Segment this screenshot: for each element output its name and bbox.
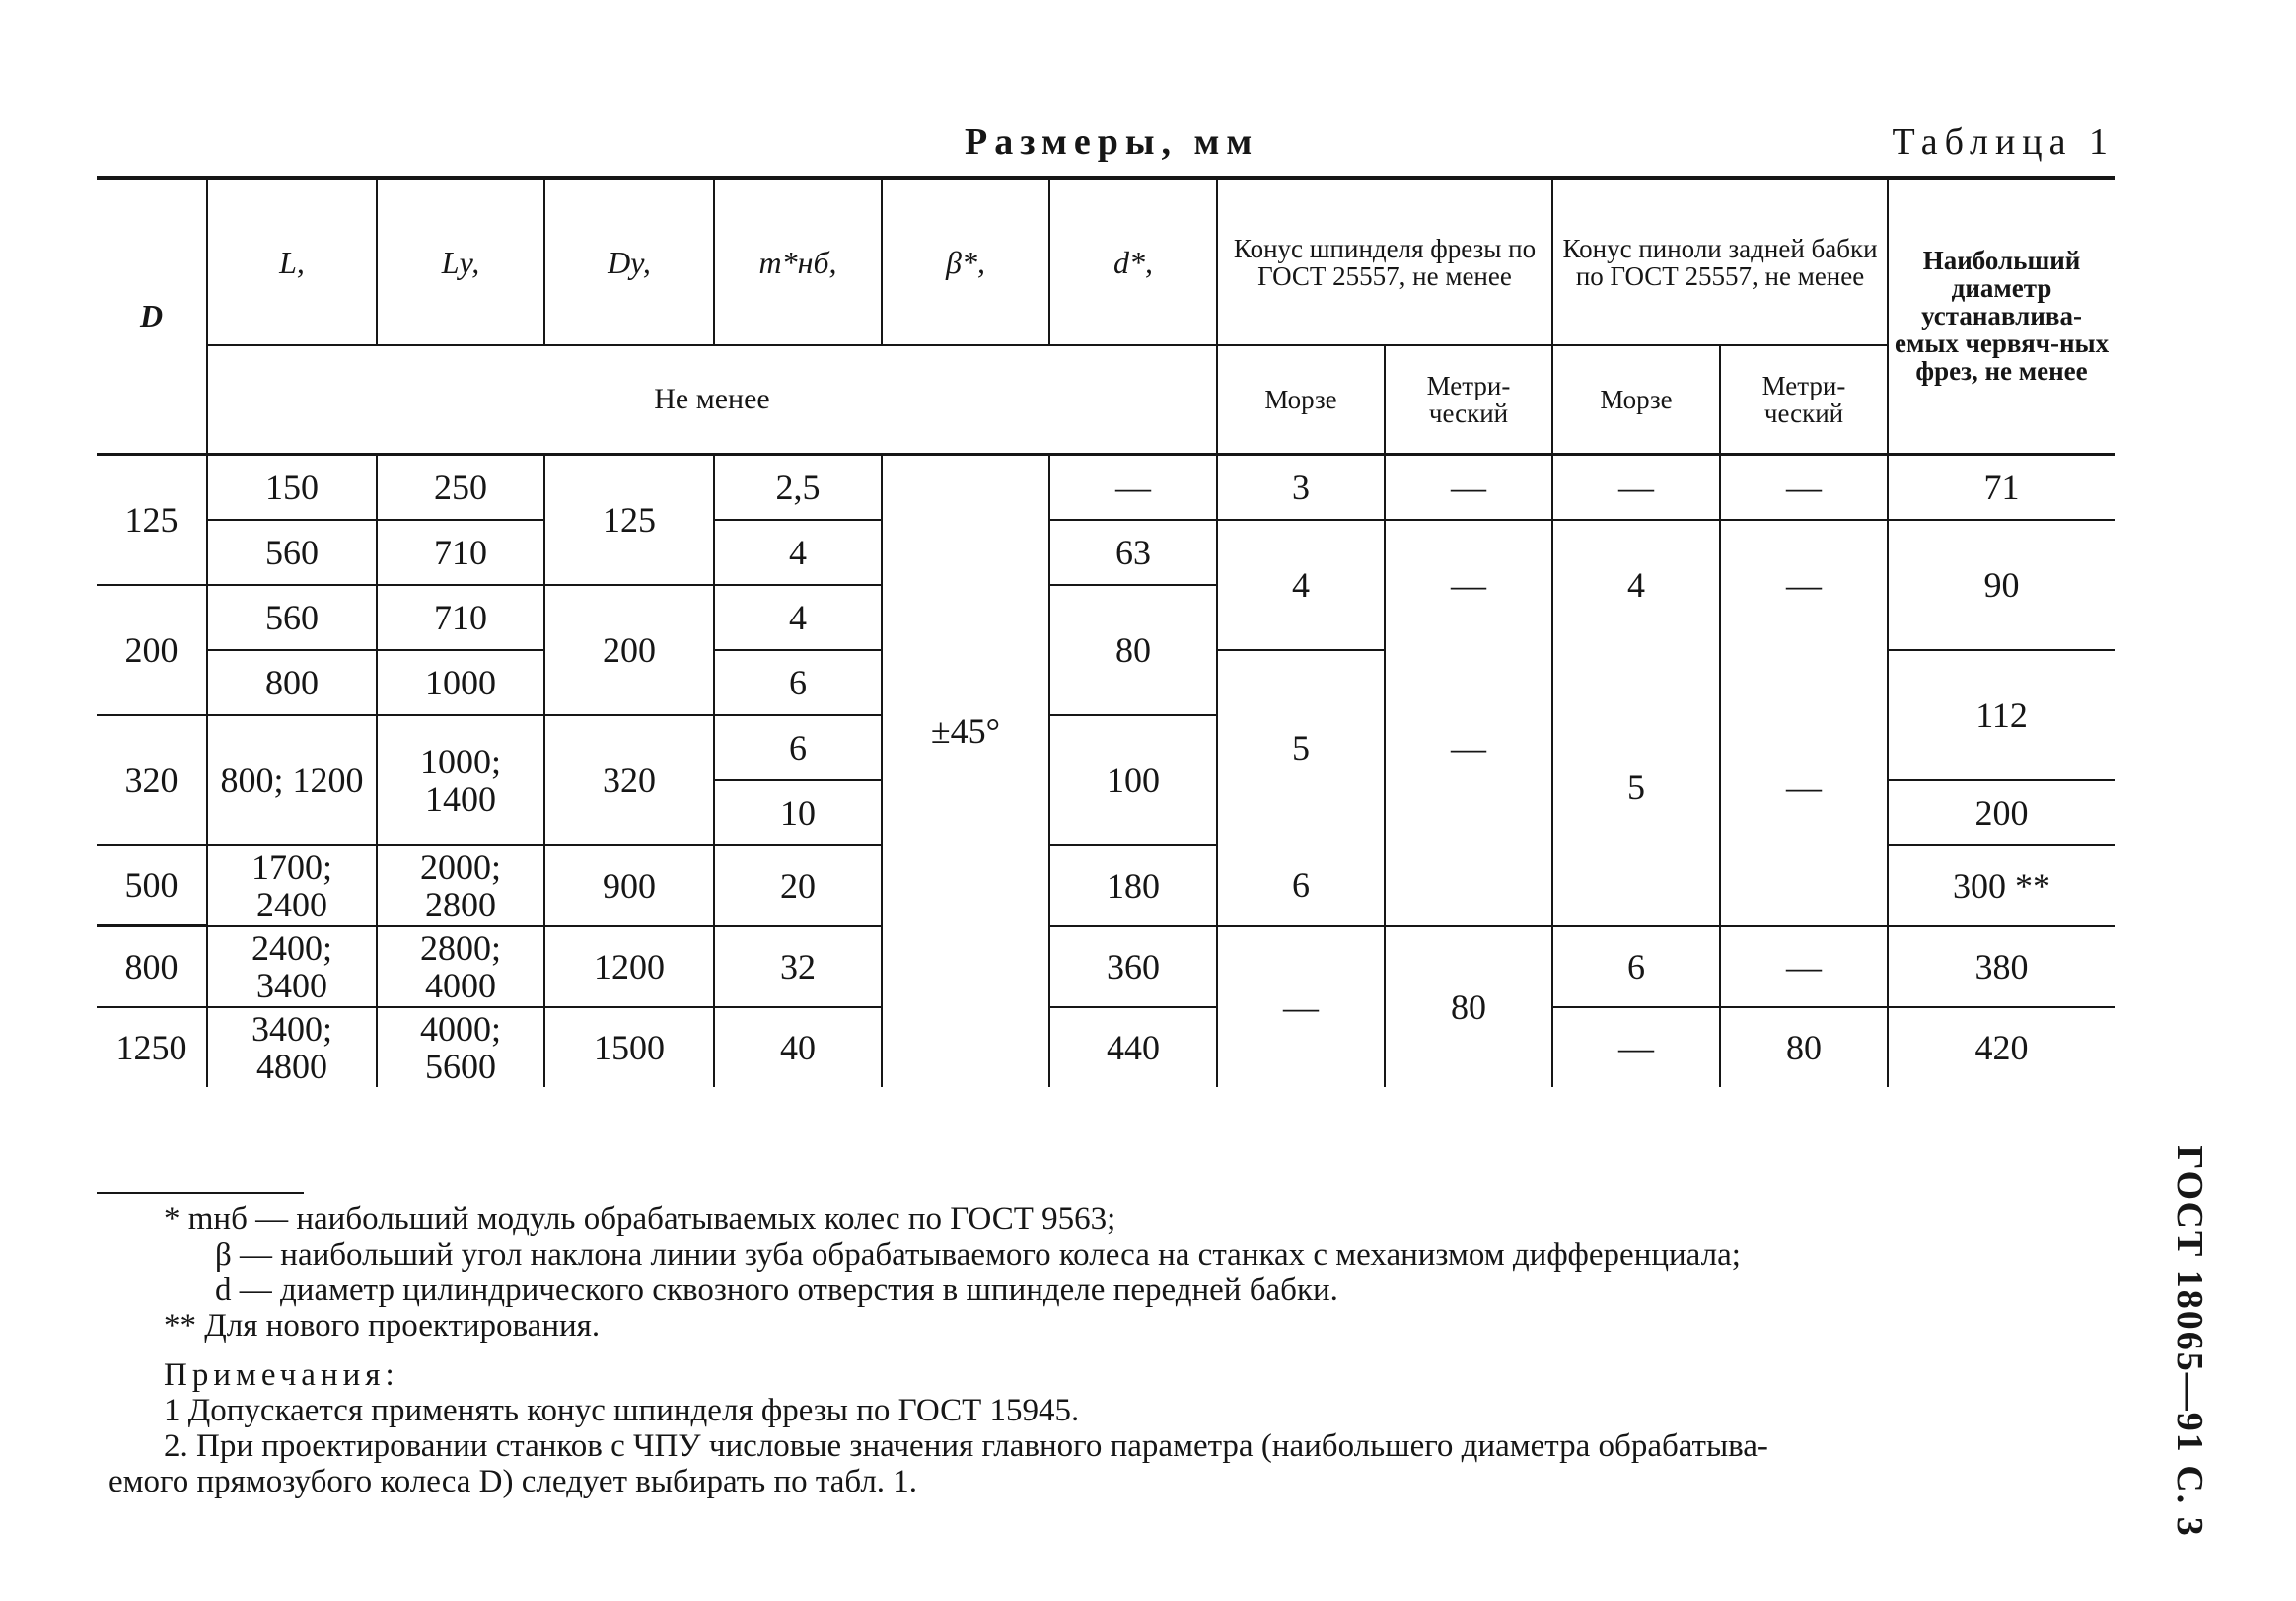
cell-tail-metric: — <box>1720 650 1888 926</box>
cell-tail-morse: — <box>1552 1007 1720 1087</box>
cell-ly: 1000; 1400 <box>377 715 544 845</box>
header-dsmall: d*, <box>1049 178 1217 345</box>
cell-m: 10 <box>714 780 882 845</box>
header-cone-spindle: Конус шпинделя фрезы по ГОСТ 25557, не менее <box>1217 178 1552 345</box>
cell-max-diameter: 380 <box>1888 926 2115 1007</box>
note-1: 1 Допускается применять конус шпинделя фрезы по ГОСТ 15945. <box>164 1393 1080 1428</box>
cell-d-800: 800 <box>97 926 207 1007</box>
cell-m: 4 <box>714 520 882 585</box>
cell-dy: 200 <box>544 585 714 715</box>
cell-tail-metric: 80 <box>1720 1007 1888 1087</box>
cell-ly: 2000; 2800 <box>377 845 544 926</box>
header-d: D <box>97 178 207 454</box>
header-ly: Lу, <box>377 178 544 345</box>
cell-m: 4 <box>714 585 882 650</box>
cell-l: 2400; 3400 <box>207 926 377 1007</box>
cell-spindle-morse: — <box>1217 926 1385 1087</box>
header-tail-morse: Морзе <box>1552 345 1720 454</box>
cell-dsmall: 100 <box>1049 715 1217 845</box>
note-2b: емого прямозубого колеса D) следует выбирать по табл. 1. <box>108 1464 918 1499</box>
cell-ly: 1000 <box>377 650 544 715</box>
cell-dsmall: 180 <box>1049 845 1217 926</box>
cell-dsmall: 440 <box>1049 1007 1217 1087</box>
cell-tail-metric: — <box>1720 454 1888 520</box>
header-beta: β*, <box>882 178 1049 345</box>
cell-l: 800 <box>207 650 377 715</box>
footnote-m: * mнб — наибольший модуль обрабатываемых колес по ГОСТ 9563; <box>164 1201 1116 1237</box>
cell-dy: 125 <box>544 454 714 585</box>
page-side-label <box>2170 1134 2209 1549</box>
header-max-diameter: Наибольший диаметр устанавлива-емых червяч-ных фрез, не менее <box>1888 178 2115 454</box>
standard-page-number: ГОСТ 18065—91 С. 3 <box>2169 1145 2210 1538</box>
cell-dsmall: — <box>1049 454 1217 520</box>
cell-m: 2,5 <box>714 454 882 520</box>
cell-m: 6 <box>714 715 882 780</box>
header-spindle-metric: Метри-ческий <box>1385 345 1552 454</box>
cell-ly: 710 <box>377 585 544 650</box>
footnote-d: d — диаметр цилиндрического сквозного отверстия в шпинделе передней бабки. <box>215 1273 1338 1308</box>
cell-dy: 1500 <box>544 1007 714 1087</box>
cell-m: 20 <box>714 845 882 926</box>
header-m: m*нб, <box>714 178 882 345</box>
cell-max-diameter: 420 <box>1888 1007 2115 1087</box>
dimensions-table <box>97 176 2115 1087</box>
cell-d-125: 125 <box>97 454 207 585</box>
cell-spindle-metric: — <box>1385 520 1552 650</box>
cell-spindle-metric: 80 <box>1385 926 1552 1087</box>
cell-l: 560 <box>207 585 377 650</box>
cell-l: 1700; 2400 <box>207 845 377 926</box>
cell-d-200: 200 <box>97 585 207 715</box>
cell-spindle-metric: — <box>1385 650 1552 845</box>
cell-tail-metric: — <box>1720 926 1888 1007</box>
cell-ly: 250 <box>377 454 544 520</box>
cell-spindle-morse: 3 <box>1217 454 1385 520</box>
cell-max-diameter: 300 ** <box>1888 845 2115 926</box>
cell-max-diameter: 90 <box>1888 520 2115 650</box>
footnotes <box>108 1201 2115 1499</box>
cell-ly: 2800; 4000 <box>377 926 544 1007</box>
cell-dy: 1200 <box>544 926 714 1007</box>
cell-l: 560 <box>207 520 377 585</box>
caption-dimensions: Размеры, мм <box>965 121 1259 163</box>
cell-tail-morse: 6 <box>1552 926 1720 1007</box>
cell-m: 40 <box>714 1007 882 1087</box>
cell-d-320: 320 <box>97 715 207 845</box>
cell-spindle-morse: 4 <box>1217 520 1385 650</box>
caption-table-number: Таблица 1 <box>1892 121 2115 163</box>
cell-dy: 320 <box>544 715 714 845</box>
header-ne-menee: Не менее <box>207 345 1217 454</box>
cell-tail-metric: — <box>1720 520 1888 650</box>
header-spindle-morse: Морзе <box>1217 345 1385 454</box>
header-l: L, <box>207 178 377 345</box>
table-caption <box>97 120 2115 170</box>
cell-spindle-morse: 6 <box>1217 845 1385 926</box>
footnote-new-design: ** Для нового проектирования. <box>164 1308 601 1344</box>
cell-ly: 4000; 5600 <box>377 1007 544 1087</box>
header-dy: Dу, <box>544 178 714 345</box>
cell-spindle-morse: 5 <box>1217 650 1385 845</box>
cell-beta-empty <box>882 1007 1049 1087</box>
cell-max-diameter: 71 <box>1888 454 2115 520</box>
cell-tail-morse: 5 <box>1552 650 1720 926</box>
cell-l: 800; 1200 <box>207 715 377 845</box>
note-2a: 2. При проектировании станков с ЧПУ числовые значения главного параметра (наибольшего диаметра обрабатыва- <box>164 1428 1768 1464</box>
cell-l: 150 <box>207 454 377 520</box>
footnote-beta: β — наибольший угол наклона линии зуба обрабатываемого колеса на станках с механизмом дифференциала; <box>215 1237 1741 1273</box>
cell-l: 3400; 4800 <box>207 1007 377 1087</box>
cell-tail-morse: — <box>1552 454 1720 520</box>
cell-d-1250: 1250 <box>115 1027 187 1067</box>
cell-spindle-metric <box>1385 845 1552 926</box>
cell-max-diameter: 112 <box>1888 650 2115 780</box>
cell-dsmall: 80 <box>1049 585 1217 715</box>
cell-tail-morse: 4 <box>1552 520 1720 650</box>
cell-spindle-metric: — <box>1385 454 1552 520</box>
cell-ly: 710 <box>377 520 544 585</box>
cell-m: 32 <box>714 926 882 1007</box>
cell-max-diameter: 200 <box>1888 780 2115 845</box>
header-tail-metric: Метри-ческий <box>1720 345 1888 454</box>
cell-dsmall: 63 <box>1049 520 1217 585</box>
header-cone-tail: Конус пиноли задней бабки по ГОСТ 25557, не менее <box>1552 178 1888 345</box>
notes-title: Примечания: <box>164 1357 399 1393</box>
cell-beta: ±45° <box>882 454 1049 1007</box>
cell-dy: 900 <box>544 845 714 926</box>
cell-dsmall: 360 <box>1049 926 1217 1007</box>
cell-d-500: 500 <box>97 845 207 926</box>
footnote-rule <box>97 1192 304 1194</box>
cell-m: 6 <box>714 650 882 715</box>
